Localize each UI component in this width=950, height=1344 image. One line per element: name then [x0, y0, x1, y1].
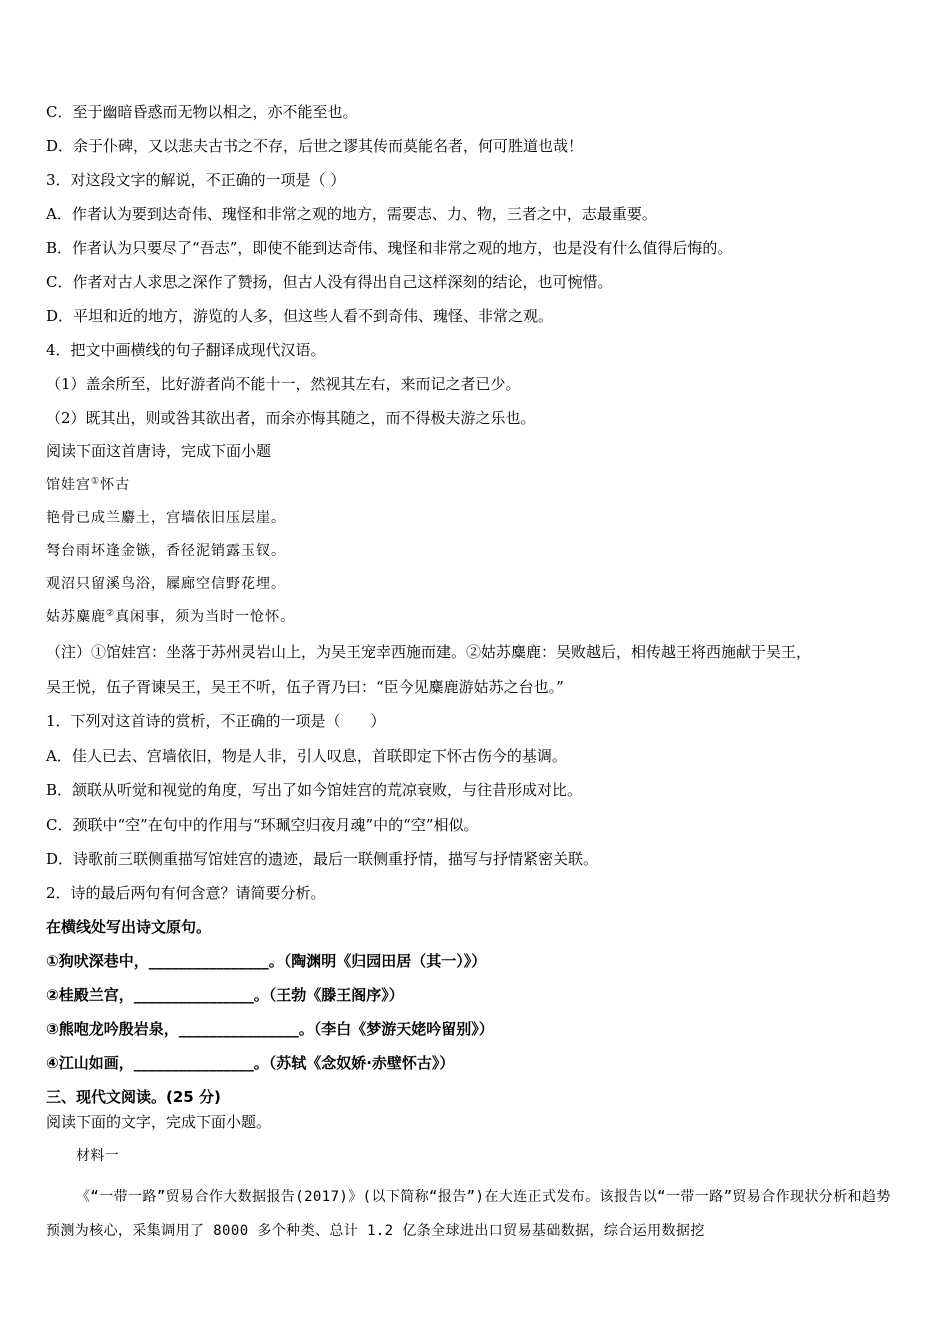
section-3-heading: 三、现代文阅读。(25 分): [46, 1088, 221, 1106]
q3-option-d: D．平坦和近的地方，游览的人多，但这些人看不到奇伟、瑰怪、非常之观。: [46, 307, 554, 325]
q4-item-2: （2）既其出，则或咎其欲出者，而余亦悔其随之，而不得极夫游之乐也。: [46, 409, 536, 427]
poem-line-2: 弩台雨坏逢金镞，香径泥销露玉钗。: [46, 543, 286, 559]
poem-line-1: 艳骨已成兰麝土，宫墙依旧压层崖。: [46, 510, 286, 526]
poem-title-text: 馆娃宫: [46, 477, 91, 493]
poem-line-4: [46, 607, 295, 627]
poem-instruction: 阅读下面这首唐诗，完成下面小题: [46, 442, 272, 460]
option-d-line: D．余于仆碑，又以悲夫古书之不存，后世之谬其传而莫能名者，何可胜道也哉！: [46, 137, 584, 155]
question-4: 4．把文中画横线的句子翻译成现代汉语。: [46, 341, 326, 359]
poem-note-line-2: 吴王悦，伍子胥谏吴王，吴王不听，伍子胥乃曰：“臣今见麋鹿游姑苏之台也。”: [46, 678, 564, 696]
poem-question-1: 1．下列对这首诗的赏析，不正确的一项是（ ）: [46, 712, 386, 730]
poem-line-4-end: 真闲事，须为当时一怆怀。: [115, 609, 296, 625]
fill-blank-2: ②桂殿兰宫，________________。（王勃《滕王阁序》）: [46, 986, 404, 1004]
pq1-option-b: B．颔联从听觉和视觉的角度，写出了如今馆娃宫的荒凉衰败，与往昔形成对比。: [46, 781, 583, 799]
poem-title: [46, 475, 130, 495]
q3-option-c: C．作者对古人求思之深作了赞扬，但古人没有得出自己这样深刻的结论，也可惋惜。: [46, 273, 613, 291]
poem-note-line-1: （注）①馆娃宫：坐落于苏州灵岩山上，为吴王宠幸西施而建。②姑苏麋鹿：吴败越后，相传越王将西施献于吴王，: [46, 643, 812, 661]
fill-blank-3: ③熊咆龙吟殷岩泉，________________。（李白《梦游天姥吟留别》）: [46, 1020, 494, 1038]
pq1-option-a: A．佳人已去、宫墙依旧，物是人非，引人叹息，首联即定下怀古伤今的基调。: [46, 747, 567, 765]
poem-title-suffix: 怀古: [100, 477, 131, 493]
q3-option-b: B．作者认为只要尽了“吾志”，即使不能到达奇伟、瑰怪和非常之观的地方，也是没有什么值得后悔的。: [46, 239, 733, 257]
material-1-label: 材料一: [76, 1148, 120, 1164]
fill-blank-heading: 在横线处写出诗文原句。: [46, 918, 212, 936]
section-3-instruction: 阅读下面的文字，完成下面小题。: [46, 1113, 272, 1131]
q3-option-a: A．作者认为要到达奇伟、瑰怪和非常之观的地方，需要志、力、物，三者之中，志最重要。: [46, 205, 657, 223]
fill-blank-1: ①狗吠深巷中，________________。（陶渊明《归园田居（其一）》）: [46, 952, 487, 970]
poem-question-2: 2．诗的最后两句有何含意？请简要分析。: [46, 884, 326, 902]
fill-blank-4: ④江山如画，________________。（苏轼《念奴娇·赤壁怀古》）: [46, 1054, 455, 1072]
pq1-option-d: D．诗歌前三联侧重描写馆娃宫的遗迹，最后一联侧重抒情，描写与抒情紧密关联。: [46, 850, 599, 868]
footnote-marker-1: ①: [91, 476, 101, 487]
option-c-line: C．至于幽暗昏惑而无物以相之，亦不能至也。: [46, 103, 358, 121]
footnote-marker-2: ②: [106, 608, 116, 619]
poem-line-4-start: 姑苏麋鹿: [46, 609, 106, 625]
question-3: 3．对这段文字的解说，不正确的一项是（ ）: [46, 171, 346, 189]
poem-line-3: 观沼只留溪鸟浴，屧廊空信野花埋。: [46, 576, 286, 592]
material-1-paragraph: 《“一带一路”贸易合作大数据报告(2017)》(以下简称“报告”)在大连正式发布。该报告以“一带一路”贸易合作现状分析和趋势预测为核心，采集调用了 8000 多个种类、总计 1.2 亿条全球进出口贸易基础数据，综合运用数据挖: [46, 1189, 891, 1239]
q4-item-1: （1）盖余所至，比好游者尚不能十一，然视其左右，来而记之者已少。: [46, 375, 521, 393]
pq1-option-c: C．颈联中“空”在句中的作用与“环珮空归夜月魂”中的“空”相似。: [46, 816, 479, 834]
